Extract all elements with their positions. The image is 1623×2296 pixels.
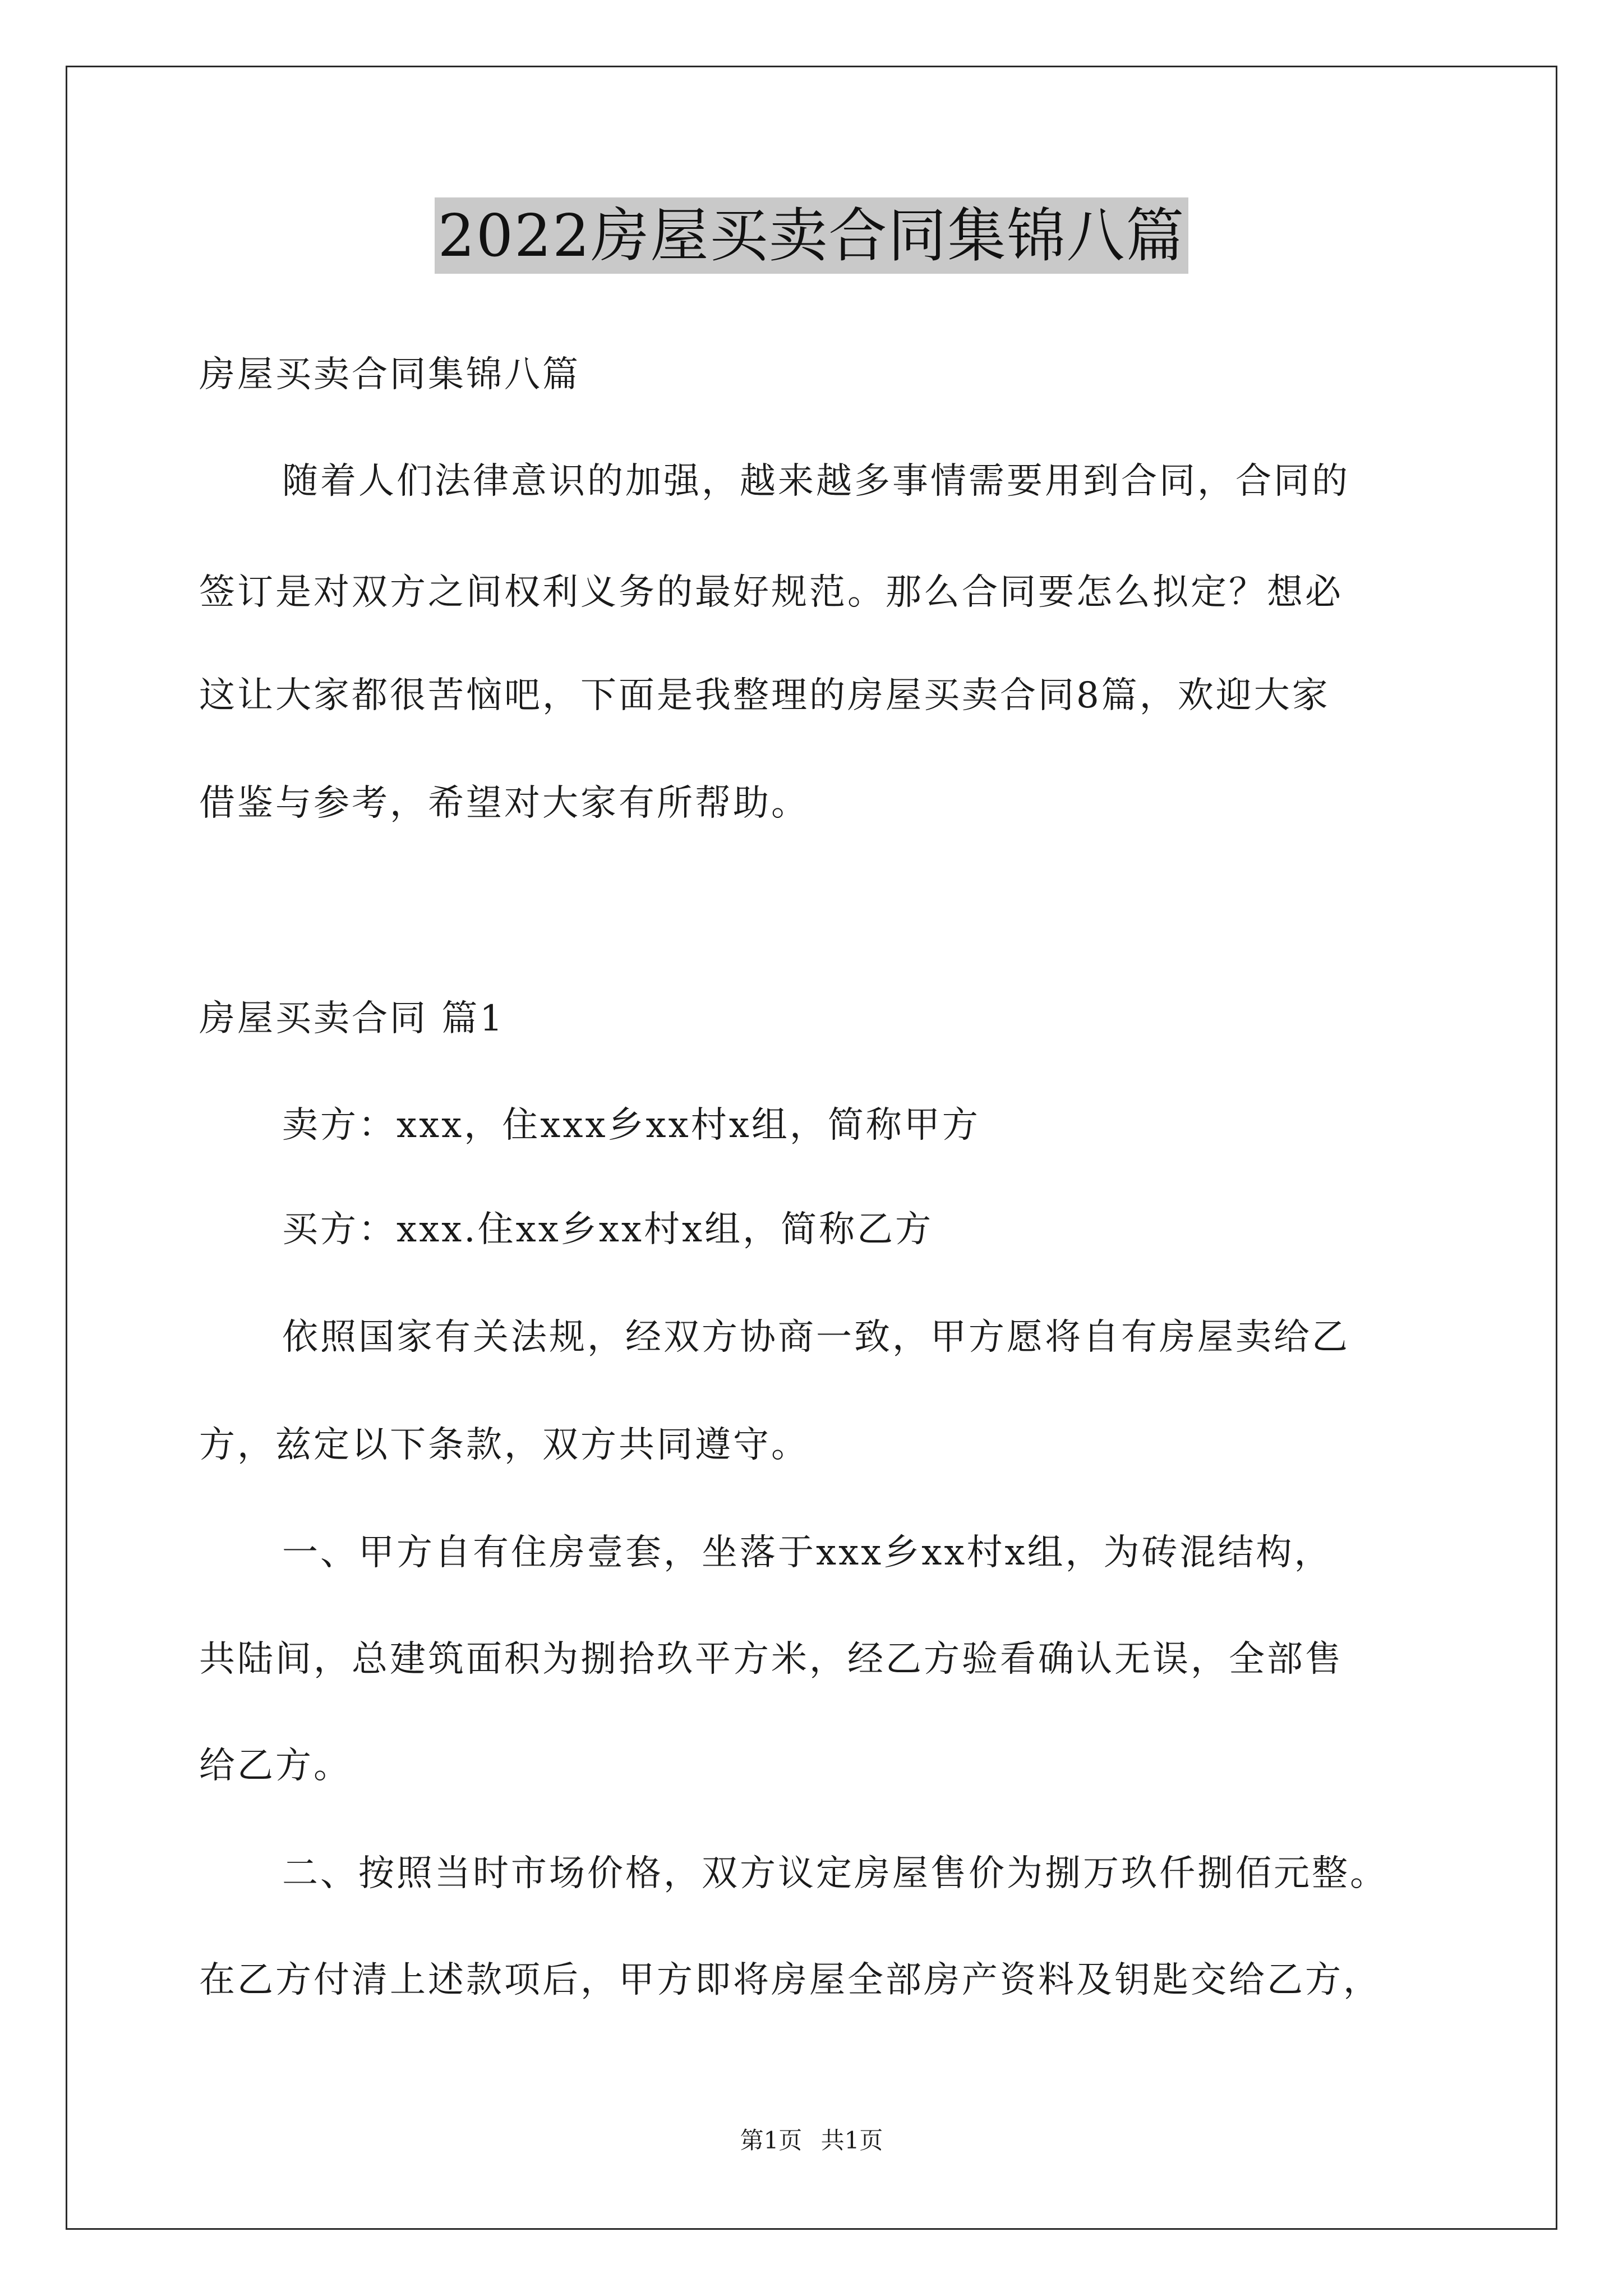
intro-line-3: 这让大家都很苦恼吧，下面是我整理的房屋买卖合同8篇，欢迎大家 <box>199 675 1330 716</box>
page-footer <box>0 2125 1623 2156</box>
clause-two-line: 二、按照当时市场价格，双方议定房屋售价为捌万玖仟捌佰元整。 <box>282 1853 1388 1894</box>
section-heading: 房屋买卖合同 篇1 <box>199 998 505 1039</box>
paragraph-line: 方，兹定以下条款，双方共同遵守。 <box>199 1424 809 1466</box>
buyer-line: 买方：xxx.住xx乡xx村x组，简称乙方 <box>282 1209 934 1250</box>
intro-line-4: 借鉴与参考，希望对大家有所帮助。 <box>199 783 809 824</box>
paragraph-line: 依照国家有关法规，经双方协商一致，甲方愿将自有房屋卖给乙 <box>282 1317 1350 1358</box>
title-container <box>0 197 1623 274</box>
subtitle-line: 房屋买卖合同集锦八篇 <box>199 354 580 395</box>
page-number-total: 共1页 <box>820 2127 883 2154</box>
page-number-current: 第1页 <box>740 2127 803 2154</box>
intro-line-1: 随着人们法律意识的加强，越来越多事情需要用到合同，合同的 <box>282 461 1350 502</box>
seller-line: 卖方：xxx，住xxx乡xx村x组，简称甲方 <box>282 1105 980 1146</box>
clause-one-line: 共陆间，总建筑面积为捌拾玖平方米，经乙方验看确认无误，全部售 <box>199 1639 1343 1680</box>
clause-one-line: 一、甲方自有住房壹套，坐落于xxx乡xx村x组，为砖混结构， <box>282 1532 1332 1573</box>
clause-two-line: 在乙方付清上述款项后，甲方即将房屋全部房产资料及钥匙交给乙方， <box>199 1959 1381 2001</box>
clause-one-line: 给乙方。 <box>199 1745 352 1787</box>
intro-line-2: 签订是对双方之间权利义务的最好规范。那么合同要怎么拟定？想必 <box>199 572 1343 613</box>
document-title: 2022房屋买卖合同集锦八篇 <box>435 197 1189 274</box>
